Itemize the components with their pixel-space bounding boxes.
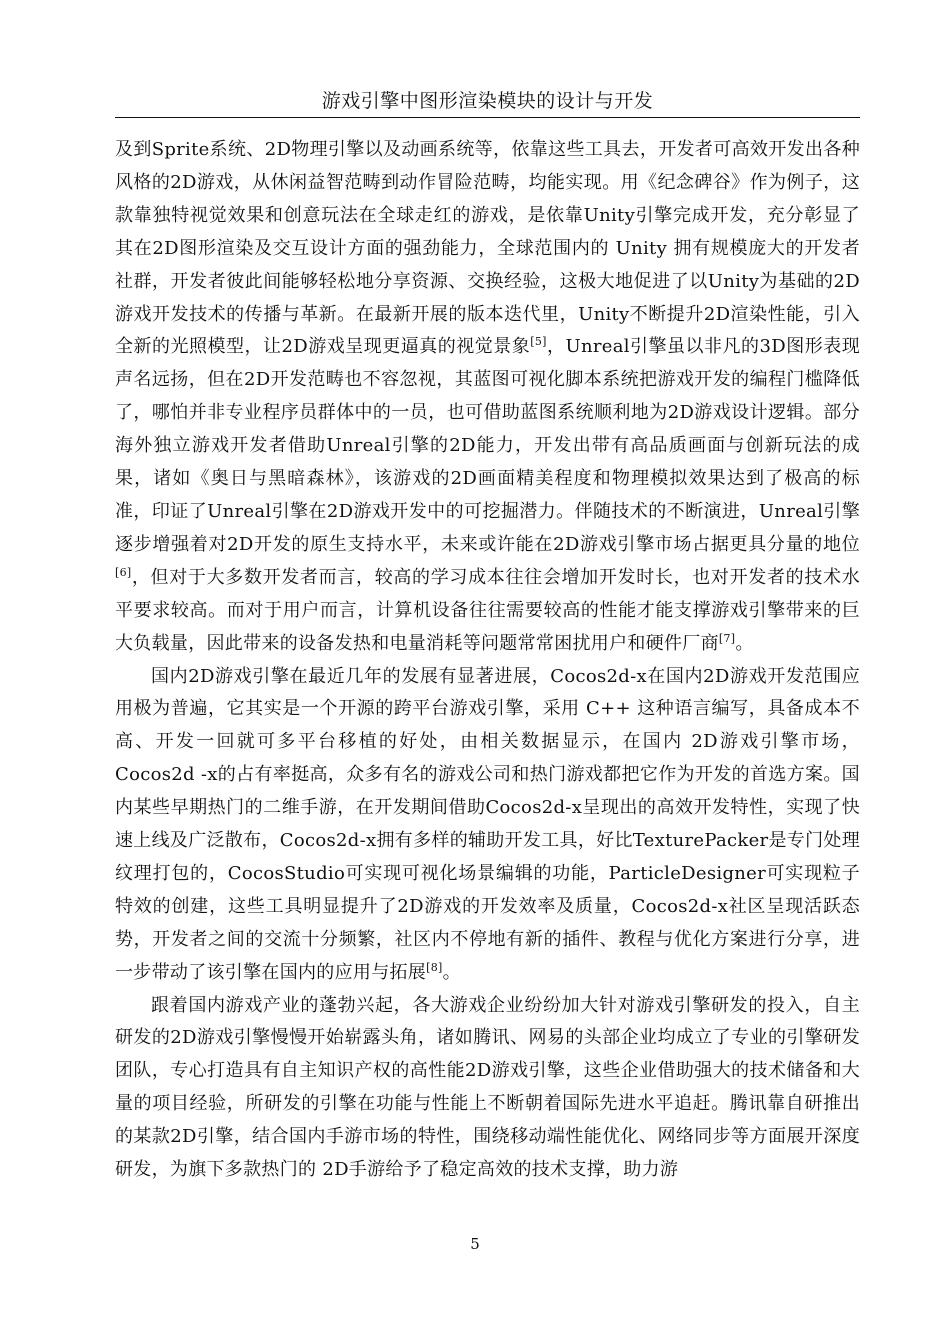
- paragraph: [115, 661, 860, 990]
- paragraph-text: 。: [735, 632, 754, 654]
- paragraph-text: ，Unreal引擎虽以非凡的3D图形表现声名远扬，但在2D开发范畴也不容忽视，其蓝图可视化脚本系统把游戏开发的编程门槛降低了，哪怕并非专业程序员群体中的一员，也可借助蓝图系统顺利地为2D游戏设计逻辑。部分海外独立游戏开发者借助Unreal引擎的2D能力，开发出带有高品质画面与创新玩法的成果，诸如《奥日与黑暗森林》，该游戏的2D画面精美程度和物理模拟效果达到了极高的标准，印证了Unreal引擎在2D游戏开发中的可挖掘潜力。伴随技术的不断演进，Unreal引擎逐步增强着对2D开发的原生支持水平，未来或许能在2D游戏引擎市场占据更具分量的地位: [115, 336, 861, 555]
- header-rule: [115, 117, 860, 118]
- citation-marker: [5]: [530, 335, 547, 349]
- citation-marker: [7]: [718, 631, 736, 645]
- body-text: [115, 134, 860, 1187]
- paragraph-text: 及到Sprite系统、2D物理引擎以及动画系统等，依靠这些工具去，开发者可高效开发出各种风格的2D游戏，从休闲益智范畴到动作冒险范畴，均能实现。用《纪念碑谷》作为例子，这款靠独特视觉效果和创意玩法在全球走红的游戏，是依靠Unity引擎完成开发，充分彰显了其在2D图形渲染及交互设计方面的强劲能力，全球范围内的 Unity 拥有规模庞大的开发者社群，开发者彼此间能够轻松地分享资源、交换经验，这极大地促进了以Unity为基础的2D游戏开发技术的传播与革新。在最新开展的版本迭代里，Unity不断提升2D渲染性能，引入全新的光照模型，让2D游戏呈现更逼真的视觉景象: [115, 139, 860, 358]
- paragraph-text: ，但对于大多数开发者而言，较高的学习成本往往会增加开发时长，也对开发者的技术水平要求较高。而对于用户而言，计算机设备往往需要较高的性能才能支撑游戏引擎带来的巨大负载量，因此带来的设备发热和电量消耗等问题常常困扰用户和硬件厂商: [115, 566, 860, 654]
- paragraph-text: 国内2D游戏引擎在最近几年的发展有显著进展，Cocos2d-x在国内2D游戏开发范围应用极为普遍，它其实是一个开源的跨平台游戏引擎，采用 C++ 这种语言编写，具备成本不高、开发一回就可多平台移植的好处，由相关数据显示，在国内 2D游戏引擎市场，Cocos2d -x的占有率挺高，众多有名的游戏公司和热门游戏都把它作为开发的首选方案。国内某些早期热门的二维手游，在开发期间借助Cocos2d-x呈现出的高效开发特性，实现了快速上线及广泛散布，Cocos2d-x拥有多样的辅助开发工具，好比TexturePacker是专门处理纹理打包的，CocosStudio可实现可视化场景编辑的功能，ParticleDesigner可实现粒子特效的创建，这些工具明显提升了2D游戏的开发效率及质量，Cocos2d-x社区呈现活跃态势，开发者之间的交流十分频繁，社区内不停地有新的插件、教程与优化方案进行分享，进一步带动了该引擎在国内的应用与拓展: [115, 665, 860, 983]
- paragraph-text: 跟着国内游戏产业的蓬勃兴起，各大游戏企业纷纷加大针对游戏引擎研发的投入，自主研发的2D游戏引擎慢慢开始崭露头角，诸如腾讯、网易的头部企业均成立了专业的引擎研发团队，专心打造具有自主知识产权的高性能2D游戏引擎，这些企业借助强大的技术储备和大量的项目经验，所研发的引擎在功能与性能上不断朝着国际先进水平追赶。腾讯靠自研推出的某款2D引擎，结合国内手游市场的特性，围绕移动端性能优化、网络同步等方面展开深度研发，为旗下多款热门的 2D手游给予了稳定高效的技术支撑，助力游: [115, 994, 860, 1181]
- citation-marker: [6]: [115, 565, 132, 579]
- paragraph-text: 。: [442, 961, 461, 983]
- paragraph: [115, 134, 860, 661]
- citation-marker: [8]: [426, 960, 443, 974]
- paragraph: [115, 990, 860, 1187]
- running-header: 游戏引擎中图形渲染模块的设计与开发: [321, 90, 654, 112]
- page-number: 5: [470, 1235, 480, 1253]
